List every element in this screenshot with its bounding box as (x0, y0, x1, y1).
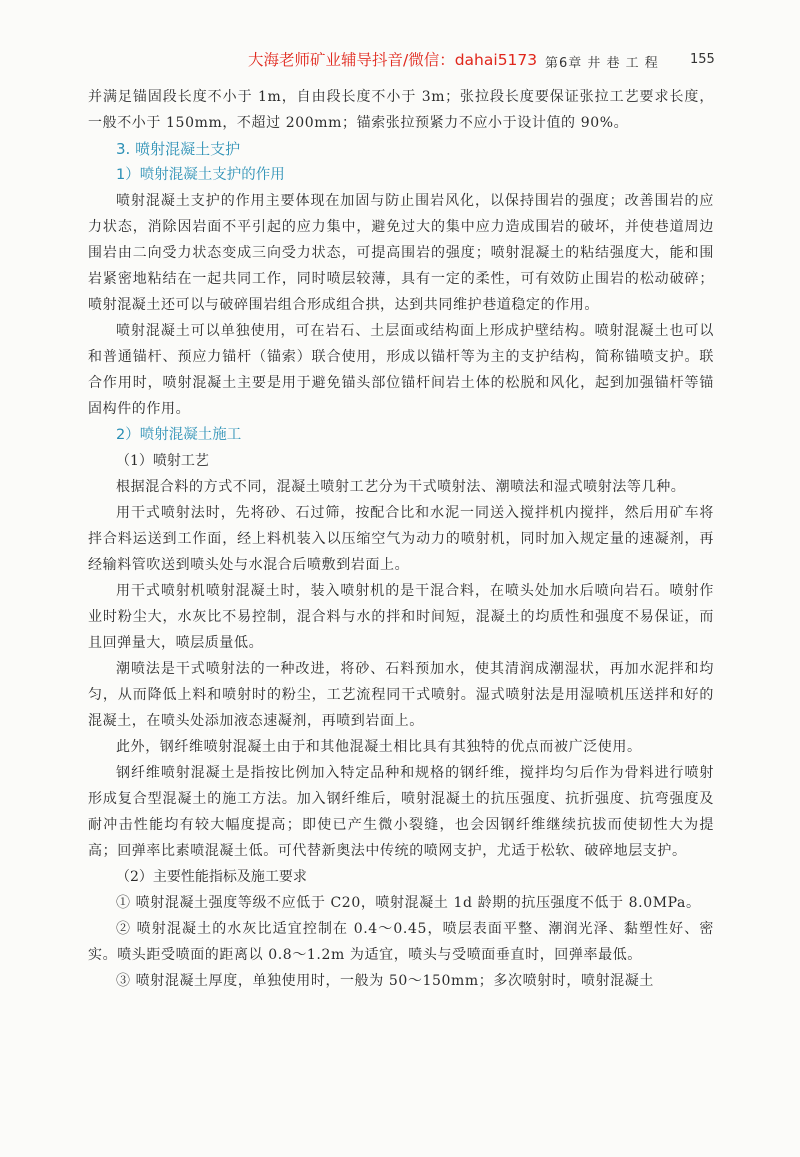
item-heading-process: （1）喷射工艺 (116, 453, 209, 469)
requirement-item-2: ② 喷射混凝土的水灰比适宜控制在 0.4～0.45，喷层表面平整、潮润光泽、黏塑性好、密实。喷头距受喷面的距离以 0.8～1.2m 为适宜，喷头与受喷面垂直时，回弹率最低。 (88, 921, 714, 963)
paragraph-process-types: 根据混合料的方式不同，混凝土喷射工艺分为干式喷射法、潮喷法和湿式喷射法等几种。 (116, 479, 686, 495)
paragraph-wet-method: 潮喷法是干式喷射法的一种改进，将砂、石料预加水，使其清润成潮湿状，再加水泥拌和均匀，从而降低上料和喷射时的粉尘，工艺流程同干式喷射。湿式喷射法是用湿喷机压送拌和好的混凝土，在喷头处添加液态速凝剂，再喷到岩面上。 (88, 661, 714, 729)
page-number: 155 (690, 52, 715, 67)
paragraph-role: 喷射混凝土支护的作用主要体现在加固与防止围岩风化，以保持围岩的强度；改善围岩的应力状态，消除因岩面不平引起的应力集中，避免过大的集中应力造成围岩的破坏，并使巷道周边围岩由二向受力状态变成三向受力状态，可提高围岩的强度；喷射混凝土的粘结强度大，能和围岩紧密地粘结在一起共同工作，同时喷层较薄，具有一定的柔性，可有效防止围岩的松动破碎；喷射混凝土还可以与破碎围岩组合形成组合拱，达到共同维护巷道稳定的作用。 (88, 193, 714, 313)
paragraph-dry-method: 用干式喷射法时，先将砂、石过筛，按配合比和水泥一同送入搅拌机内搅拌，然后用矿车将拌合料运送到工作面，经上料机装入以压缩空气为动力的喷射机，同时加入规定量的速凝剂，再经输料管吹送到喷头处与水混合后喷敷到岩面上。 (88, 505, 714, 573)
running-header-chapter: 第6章 井 巷 工 程 (545, 56, 659, 71)
subsection-heading-role: 1）喷射混凝土支护的作用 (116, 167, 285, 183)
page-body (88, 84, 714, 994)
requirement-item-3: ③ 喷射混凝土厚度，单独使用时，一般为 50～150mm；多次喷射时，喷射混凝土 (116, 973, 654, 989)
subsection-heading-construction: 2）喷射混凝土施工 (116, 427, 242, 443)
section-heading-shotcrete: 3. 喷射混凝土支护 (116, 140, 241, 158)
paragraph-steel-fiber: 钢纤维喷射混凝土是指按比例加入特定品种和规格的钢纤维，搅拌均匀后作为骨料进行喷射形成复合型混凝土的施工方法。加入钢纤维后，喷射混凝土的抗压强度、抗折强度、抗弯强度及耐冲击性能均有较大幅度提高；即使已产生微小裂缝，也会因钢纤维继续抗拔而使韧性大为提高；回弹率比素喷混凝土低。可代替新奥法中传统的喷网支护，尤适于松软、破碎地层支护。 (88, 765, 714, 859)
paragraph-dry-machine: 用干式喷射机喷射混凝土时，装入喷射机的是干混合料，在喷头处加水后喷向岩石。喷射作业时粉尘大，水灰比不易控制，混合料与水的拌和时间短，混凝土的均质性和强度不易保证，而且回弹量大，喷层质量低。 (88, 583, 714, 651)
paragraph-steel-fiber-intro: 此外，钢纤维喷射混凝土由于和其他混凝土相比具有其独特的优点而被广泛使用。 (116, 739, 642, 755)
paragraph-anchor-length: 并满足锚固段长度不小于 1m，自由段长度不小于 3m；张拉段长度要保证张拉工艺要求长度，一般不小于 150mm，不超过 200mm；锚索张拉预紧力不应小于设计值的 90%。 (88, 89, 714, 131)
requirement-item-1: ① 喷射混凝土强度等级不应低于 C20，喷射混凝土 1d 龄期的抗压强度不低于 8.0MPa。 (116, 895, 701, 911)
watermark-text: 大海老师矿业辅导抖音/微信：dahai5173 (248, 51, 538, 69)
paragraph-usage: 喷射混凝土可以单独使用，可在岩石、土层面或结构面上形成护壁结构。喷射混凝土也可以和普通锚杆、预应力锚杆（锚索）联合使用，形成以锚杆等为主的支护结构，简称锚喷支护。联合作用时，喷射混凝土主要是用于避免锚头部位锚杆间岩土体的松脱和风化，起到加强锚杆等锚固构件的作用。 (88, 323, 714, 417)
item-heading-requirements: （2）主要性能指标及施工要求 (116, 869, 307, 885)
